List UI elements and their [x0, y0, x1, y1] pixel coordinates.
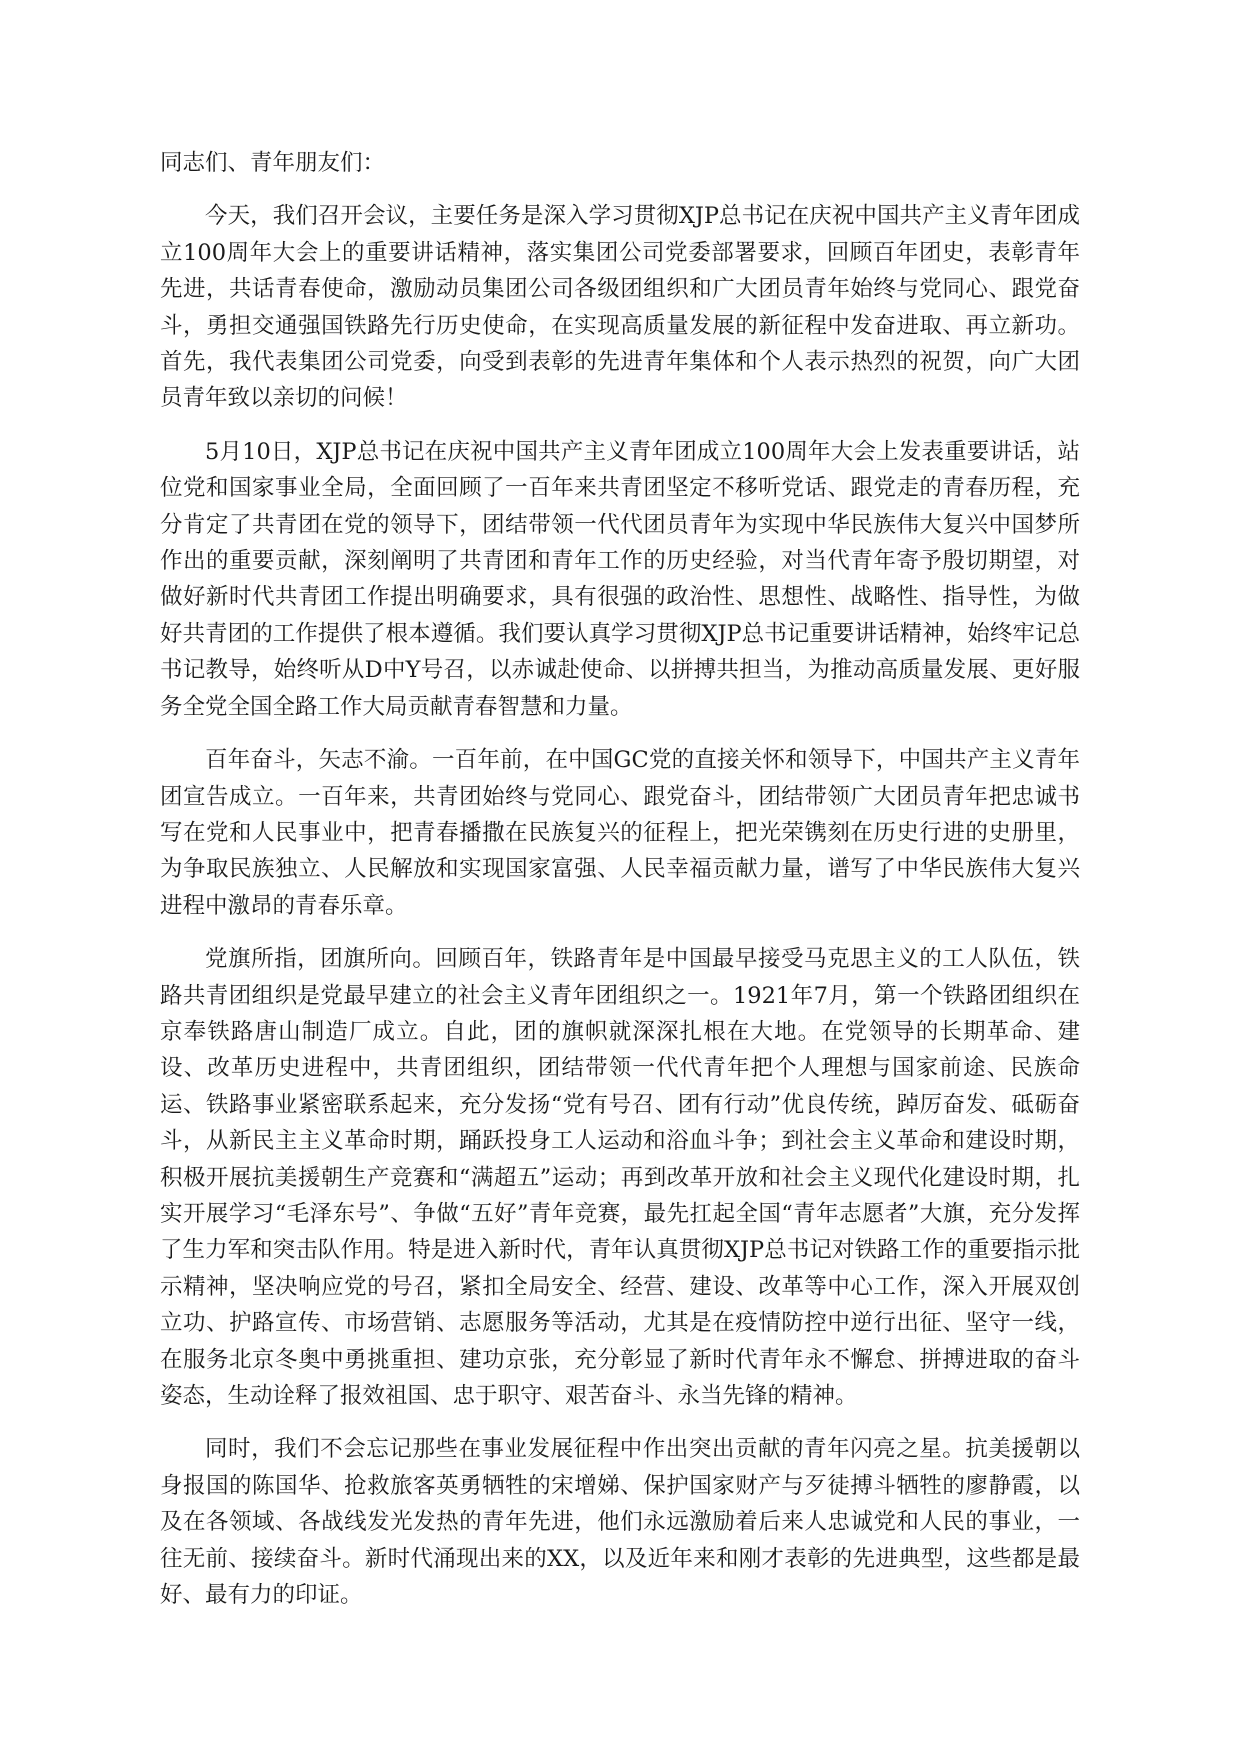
paragraph-opening: 今天，我们召开会议，主要任务是深入学习贯彻XJP总书记在庆祝中国共产主义青年团成立100周年大会上的重要讲话精神，落实集团公司党委部署要求，回顾百年团史，表彰青年先进，共话青春使命，激励动员集团公司各级团组织和广大团员青年始终与党同心、跟党奋斗，勇担交通强国铁路先行历史使命，在实现高质量发展的新征程中发奋进取、再立新功。首先，我代表集团公司党委，向受到表彰的先进青年集体和个人表示热烈的祝贺，向广大团员青年致以亲切的问候！ — [160, 203, 1080, 412]
paragraph-speech-summary: 5月10日，XJP总书记在庆祝中国共产主义青年团成立100周年大会上发表重要讲话，站位党和国家事业全局，全面回顾了一百年来共青团坚定不移听党话、跟党走的青春历程，充分肯定了共青团在党的领导下，团结带领一代代团员青年为实现中华民族伟大复兴中国梦所作出的重要贡献，深刻阐明了共青团和青年工作的历史经验，对当代青年寄予殷切期望，对做好新时代共青团工作提出明确要求，具有很强的政治性、思想性、战略性、指导性，为做好共青团的工作提供了根本遵循。我们要认真学习贯彻XJP总书记重要讲话精神，始终牢记总书记教导，始终听从D中Y号召，以赤诚赴使命、以拼搏共担当，为推动高质量发展、更好服务全党全国全路工作大局贡献青春智慧和力量。 — [160, 438, 1080, 720]
paragraph-century-struggle: 百年奋斗，矢志不渝。一百年前，在中国GC党的直接关怀和领导下，中国共产主义青年团宣告成立。一百年来，共青团始终与党同心、跟党奋斗，团结带领广大团员青年把忠诚书写在党和人民事业中，把青春播撒在民族复兴的征程上，把光荣镌刻在历史行进的史册里，为争取民族独立、人民解放和实现国家富强、人民幸福贡献力量，谱写了中华民族伟大复兴进程中激昂的青春乐章。 — [160, 747, 1080, 919]
paragraph-railway-youth-history: 党旗所指，团旗所向。回顾百年，铁路青年是中国最早接受马克思主义的工人队伍，铁路共青团组织是党最早建立的社会主义青年团组织之一。1921年7月，第一个铁路团组织在京奉铁路唐山制造厂成立。自此，团的旗帜就深深扎根在大地。在党领导的长期革命、建设、改革历史进程中，共青团组织，团结带领一代代青年把个人理想与国家前途、民族命运、铁路事业紧密联系起来，充分发扬“党有号召、团有行动”优良传统，踔厉奋发、砥砺奋斗，从新民主主义革命时期，踊跃投身工人运动和浴血斗争；到社会主义革命和建设时期，积极开展抗美援朝生产竞赛和“满超五”运动；再到改革开放和社会主义现代化建设时期，扎实开展学习“毛泽东号”、争做“五好”青年竞赛，最先扛起全国“青年志愿者”大旗，充分发挥了生力军和突击队作用。特是进入新时代，青年认真贯彻XJP总书记对铁路工作的重要指示批示精神，坚决响应党的号召，紧扣全局安全、经营、建设、改革等中心工作，深入开展双创立功、护路宣传、市场营销、志愿服务等活动，尤其是在疫情防控中逆行出征、坚守一线，在服务北京冬奥中勇挑重担、建功京张，充分彰显了新时代青年永不懈怠、拼搏进取的奋斗姿态，生动诠释了报效祖国、忠于职守、艰苦奋斗、永当先锋的精神。 — [160, 946, 1080, 1409]
document-page — [160, 145, 1080, 1630]
paragraph-youth-heroes: 同时，我们不会忘记那些在事业发展征程中作出突出贡献的青年闪亮之星。抗美援朝以身报国的陈国华、抢救旅客英勇牺牲的宋增娣、保护国家财产与歹徒搏斗牺牲的廖静霞，以及在各领域、各战线发光发热的青年先进，他们永远激励着后来人忠诚党和人民的事业，一往无前、接续奋斗。新时代涌现出来的XX，以及近年来和刚才表彰的先进典型，这些都是最好、最有力的印证。 — [160, 1436, 1080, 1609]
salutation: 同志们、青年朋友们： — [160, 150, 386, 176]
